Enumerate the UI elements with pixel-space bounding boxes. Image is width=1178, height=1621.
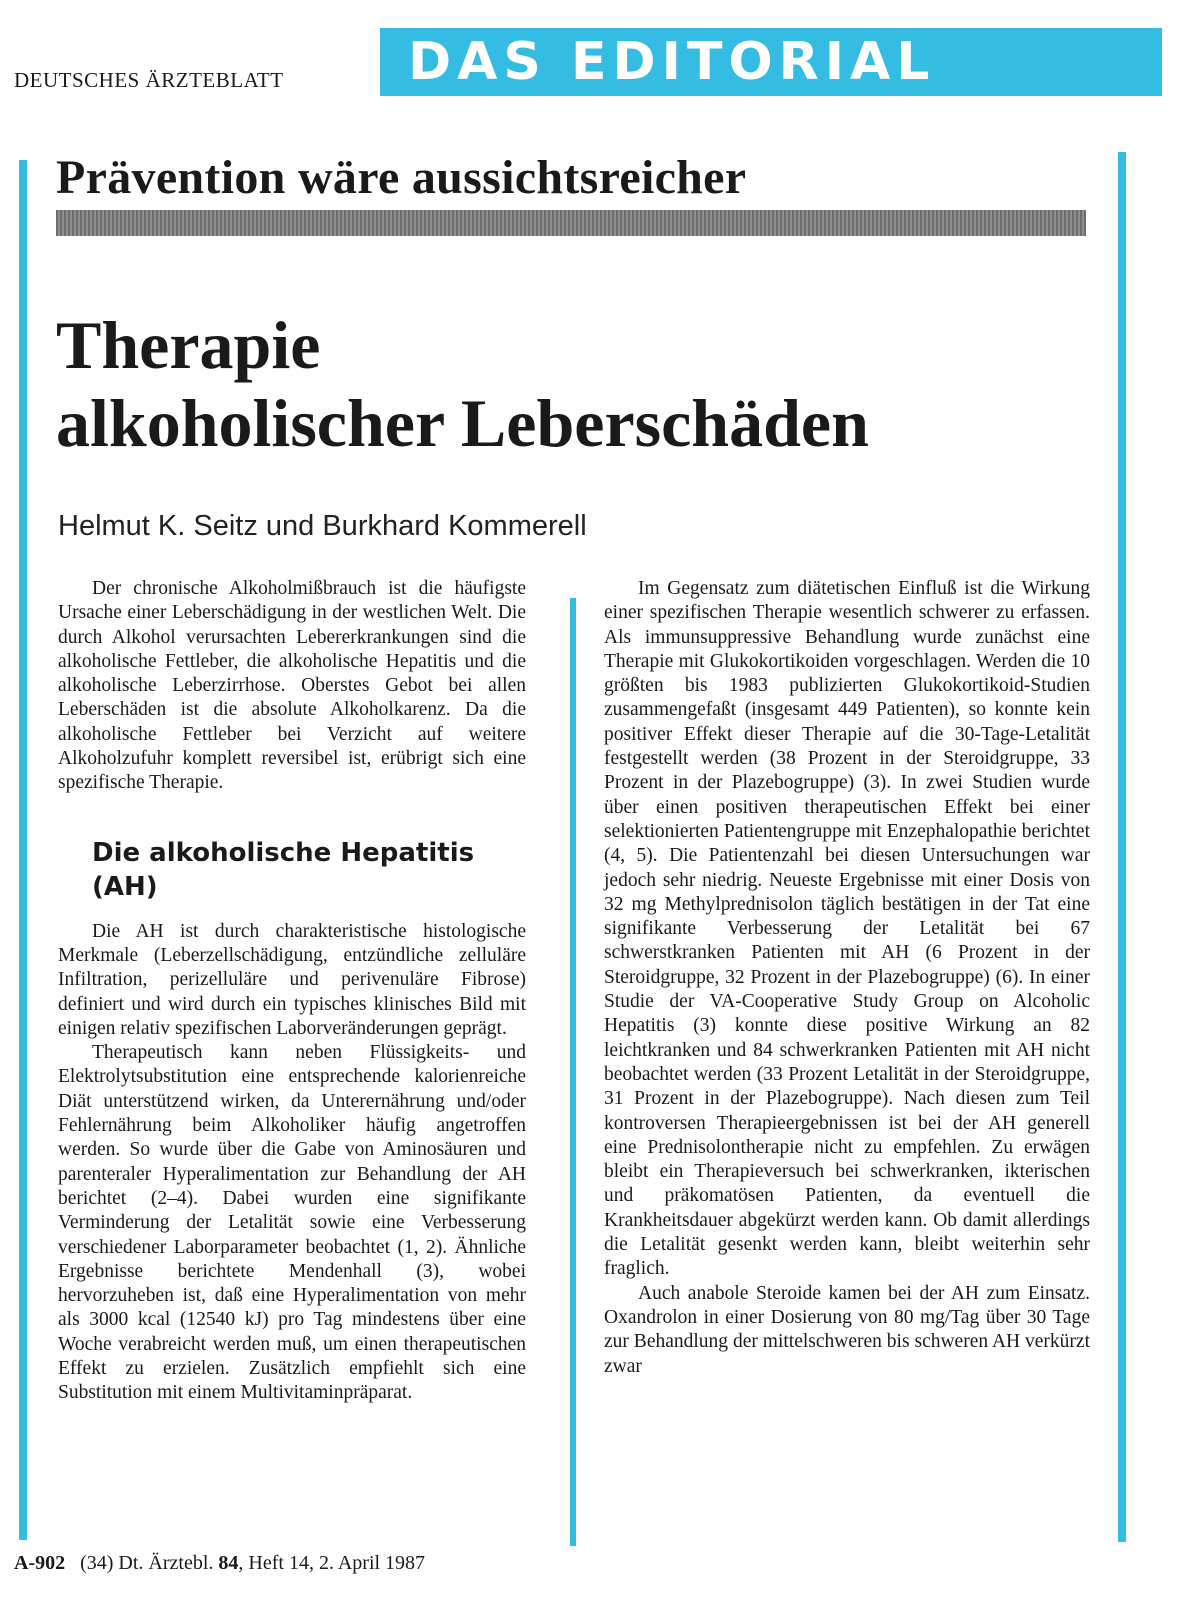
volume-number: 84 bbox=[218, 1552, 239, 1574]
paragraph: Im Gegensatz zum diätetischen Einfluß ist die Wirkung einer spezifischen Therapie wesentlich schwerer zu erfassen. Als immunsuppressive Behandlung wurde zunächst eine Therapie mit Glukokortikoiden vorgeschlagen. Werden die 10 größten bis 1983 publizierten Glukokortikoid-Studien zusammengefaßt (insgesamt 449 Patienten), so konnte kein positiver Effekt dieser Therapie auf die 30-Tage-Letalität festgestellt werden (38 Prozent in der Steroidgruppe, 33 Prozent in der Plazebogruppe) (3). In zwei Studien wurde über einen positiven therapeutischen Effekt bei einer selektionierten Patientengruppe mit Enzephalopathie berichtet (4, 5). Die Patientenzahl bei diesen Untersuchungen war jedoch sehr niedrig. Neueste Ergebnisse mit einer Dosis von 32 mg Methylprednisolon täglich bestätigen in der Tat eine signifikante Verbesserung der Letalität bei 67 schwerstkranken Patienten mit AH (6 Prozent in der Steroidgruppe, 32 Prozent in der Plazebogruppe) (6). In einer Studie der VA-Cooperative Study Group on Alcoholic Hepatitis (3) konnte diese positive Wirkung an 82 leichtkranken und 84 schwerkranken Patienten mit AH nicht beobachtet werden (33 Prozent Letalität in der Steroidgruppe, 31 Prozent in der Plazebogruppe). Nach diesen zum Teil kontroversen Therapieergebnissen ist bei der AH generell eine Prednisolontherapie nicht zu empfehlen. Zu erwägen bleibt ein Therapieversuch bei schwerkranken, ikterischen und präkomatösen Patienten, da eventuell die Krankheitsdauer abgekürzt werden kann. Ob damit allerdings die Letalität gesenkt werden kann, bleibt weiterhin sehr fraglich. bbox=[604, 578, 1090, 1280]
text-column-1 bbox=[58, 577, 526, 1406]
kicker-headline: Prävention wäre aussichtsreicher bbox=[56, 151, 747, 204]
citation-suffix: , Heft 14, 2. April 1987 bbox=[238, 1552, 426, 1574]
section-heading: Die alkoholische Hepatitis (AH) bbox=[92, 837, 475, 902]
paragraph: Auch anabole Steroide kamen bei der AH zum Einsatz. Oxandrolon in einer Dosierung von 80 mg/Tag über 30 Tage zur Behandlung der mittelschweren bis schweren AH verkürzt zwar bbox=[604, 1282, 1090, 1377]
paragraph: Therapeutisch kann neben Flüssigkeits- und Elektrolytsubstitution eine entsprechende kalorienreiche Diät unterstützend wirken, da Unterernährung und/oder Fehlernährung beim Alkoholiker häufig angetroffen werden. So wurde über die Gabe von Aminosäuren und parenteraler Hyperalimentation zur Behandlung der AH berichtet (2–4). Dabei wurden eine signifikante Verminderung der Letalität sowie eine Verbesserung verschiedener Laborparameter beobachtet (1, 2). Ähnliche Ergebnisse berichtete Mendenhall (3), wobei hervorzuheben ist, daß eine Hyperalimentation von mehr als 3000 kcal (12540 kJ) pro Tag mindestens über eine Woche verabreicht werden muß, um einen therapeutischen Effekt zu erzielen. Zusätzlich empfiehlt sich eine Substitution mit einem Multivitaminpräparat. bbox=[58, 1042, 526, 1404]
section-label: DAS EDITORIAL bbox=[408, 32, 936, 92]
right-accent-bar bbox=[1118, 152, 1126, 1542]
left-accent-bar bbox=[19, 160, 27, 1540]
citation-prefix: (34) Dt. Ärztebl. bbox=[80, 1552, 214, 1574]
article-title-line-2: alkoholischer Leberschäden bbox=[56, 385, 869, 461]
column-divider-bar bbox=[570, 598, 576, 1546]
paragraph: Die AH ist durch charakteristische histologische Merkmale (Leberzellschädigung, entzündliche zelluläre Infiltration, perizelluläre und perivenuläre Fibrose) definiert und wird durch ein typisches klinisches Bild mit einigen relativ spezifischen Laborveränderungen geprägt. bbox=[58, 920, 526, 1039]
article-authors: Helmut K. Seitz und Burkhard Kommerell bbox=[58, 510, 587, 542]
article-title-line-1: Therapie bbox=[56, 307, 321, 383]
page-footer bbox=[14, 1552, 425, 1575]
masthead: DEUTSCHES ÄRZTEBLATT bbox=[14, 68, 284, 92]
article-title bbox=[56, 306, 1116, 462]
paragraph: Der chronische Alkoholmißbrauch ist die häufigste Ursache einer Leberschädigung in der westlichen Welt. Die durch Alkohol verursachten Lebererkrankungen sind die alkoholische Fettleber, die alkoholische Hepatitis und die alkoholische Leberzirrhose. Oberstes Gebot bei allen Leberschäden ist die absolute Alkoholkarenz. Da die alkoholische Fettleber bei Verzicht auf weitere Alkoholzufuhr komplett reversibel ist, erübrigt sich eine spezifische Therapie. bbox=[58, 578, 526, 794]
kicker-rule bbox=[56, 210, 1086, 236]
text-column-2 bbox=[604, 577, 1090, 1379]
page-number: A-902 bbox=[14, 1552, 66, 1574]
